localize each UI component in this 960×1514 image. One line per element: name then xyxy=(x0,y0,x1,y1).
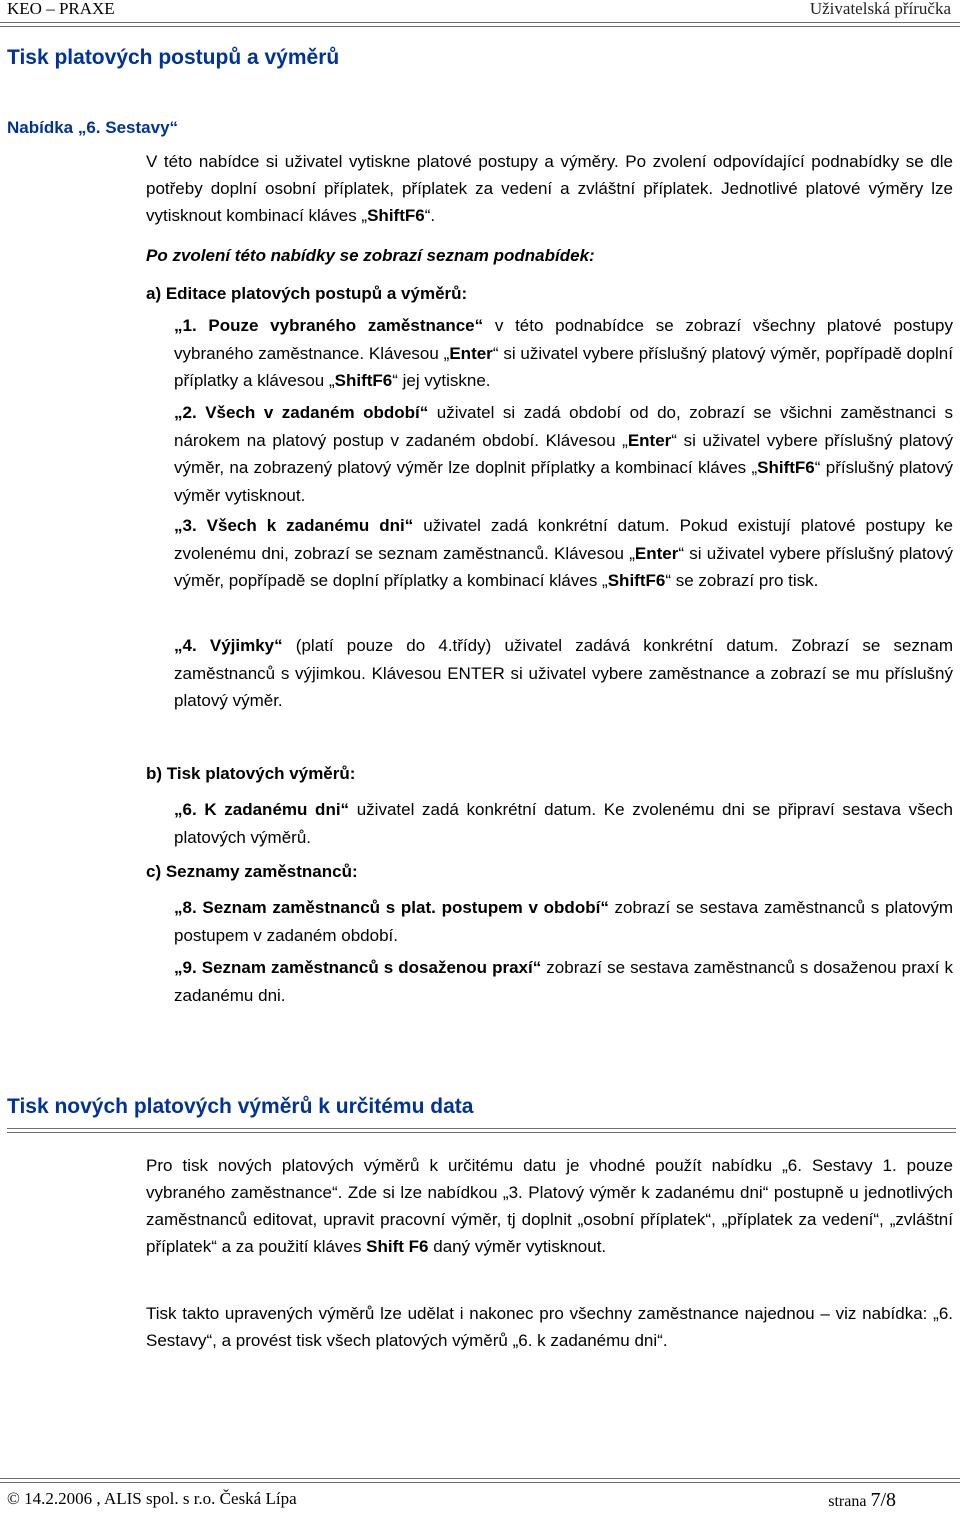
section-title: Tisk platových postupů a výměrů xyxy=(7,46,340,69)
menu-path: Nabídka „6. Sestavy“ xyxy=(7,118,179,137)
section-divider xyxy=(7,1128,956,1133)
group-a-heading: a) Editace platových postupů a výměrů: xyxy=(146,284,468,303)
footer-copyright: © 14.2.2006 , ALIS spol. s r.o. Česká Lípa xyxy=(7,1489,297,1508)
list-item: „4. Výjimky“ (platí pouze do 4.třídy) uživatel zadává konkrétní datum. Zobrazí se seznam zaměstnanců s výjimkou. Klávesou ENTER si uživatel vybere zaměstnance a zobrazí se mu příslušný platový výměr. xyxy=(174,636,953,710)
group-b-heading: b) Tisk platových výměrů: xyxy=(146,764,356,783)
page-number: strana 7/8 xyxy=(828,1489,896,1511)
section-title: Tisk nových platových výměrů k určitému data xyxy=(7,1095,474,1118)
list-item: „3. Všech k zadanému dni“ uživatel zadá konkrétní datum. Pokud existují platové postupy ke zvolenému dni, zobrazí se seznam zaměstnanců. Klávesou „Enter“ si uživatel vybere příslušný platový výměr, popřípadě se doplní příplatky a kombinací kláves „ShiftF6“ se zobrazí pro tisk. xyxy=(174,516,953,590)
header-subtitle: Uživatelská příručka xyxy=(809,0,951,18)
list-item: „1. Pouze vybraného zaměstnance“ v této podnabídce se zobrazí všechny platové postupy vybraného zaměstnance. Klávesou „Enter“ si uživatel vybere příslušný platový výměr, popřípadě doplní příplatky a klávesou „ShiftF6“ jej vytiskne. xyxy=(174,316,953,390)
body-paragraph: Tisk takto upravených výměrů lze udělat i nakonec pro všechny zaměstnance najednou – viz nabídka: „6. Sestavy“, a provést tisk všech platových výměrů „6. k zadanému dni“. xyxy=(146,1304,953,1350)
list-item: „2. Všech v zadaném období“ uživatel si zadá období od do, zobrazí se všichni zaměstnanci s nárokem na platový postup v zadaném období. Klávesou „Enter“ si uživatel vybere příslušný platový výměr, na zobrazený platový výměr lze doplnit příplatky a kombinací kláves „ShiftF6“ příslušný platový výměr vytisknout. xyxy=(174,403,953,505)
intro-paragraph: V této nabídce si uživatel vytiskne platové postupy a výměry. Po zvolení odpovídající podnabídky se dle potřeby doplní osobní příplatek, příplatek za vedení a zvláštní příplatek. Jednotlivé platové výměry lze vytisknout kombinací kláves „ShiftF6“. xyxy=(146,152,953,225)
group-c-heading: c) Seznamy zaměstnanců: xyxy=(146,862,358,881)
list-item: „9. Seznam zaměstnanců s dosaženou praxí“ zobrazí se sestava zaměstnanců s dosaženou praxí k zadanému dni. xyxy=(174,958,953,1005)
list-item: „8. Seznam zaměstnanců s plat. postupem v období“ zobrazí se sestava zaměstnanců s platovým postupem v zadaném období. xyxy=(174,898,954,945)
submenu-heading: Po zvolení této nabídky se zobrazí seznam podnabídek: xyxy=(146,246,595,265)
body-paragraph: Pro tisk nových platových výměrů k určitému datu je vhodné použít nabídku „6. Sestavy 1. pouze vybraného zaměstnance“. Zde si lze nabídkou „3. Platový výměr k zadanému dni“ postupně u jednotlivých zaměstnanců editovat, upravit pracovní výměr, tj doplnit „osobní příplatek“, „příplatek za vedení“, „zvláštní příplatek“ a za použití kláves Shift F6 daný výměr vytisknout. xyxy=(146,1156,953,1256)
header-divider xyxy=(0,22,960,27)
header-title: KEO – PRAXE xyxy=(7,0,115,18)
key-shortcut: ShiftF6 xyxy=(367,206,425,225)
footer-divider xyxy=(0,1478,960,1483)
list-item: „6. K zadanému dni“ uživatel zadá konkrétní datum. Ke zvolenému dni se připraví sestava všech platových výměrů. xyxy=(174,800,954,847)
